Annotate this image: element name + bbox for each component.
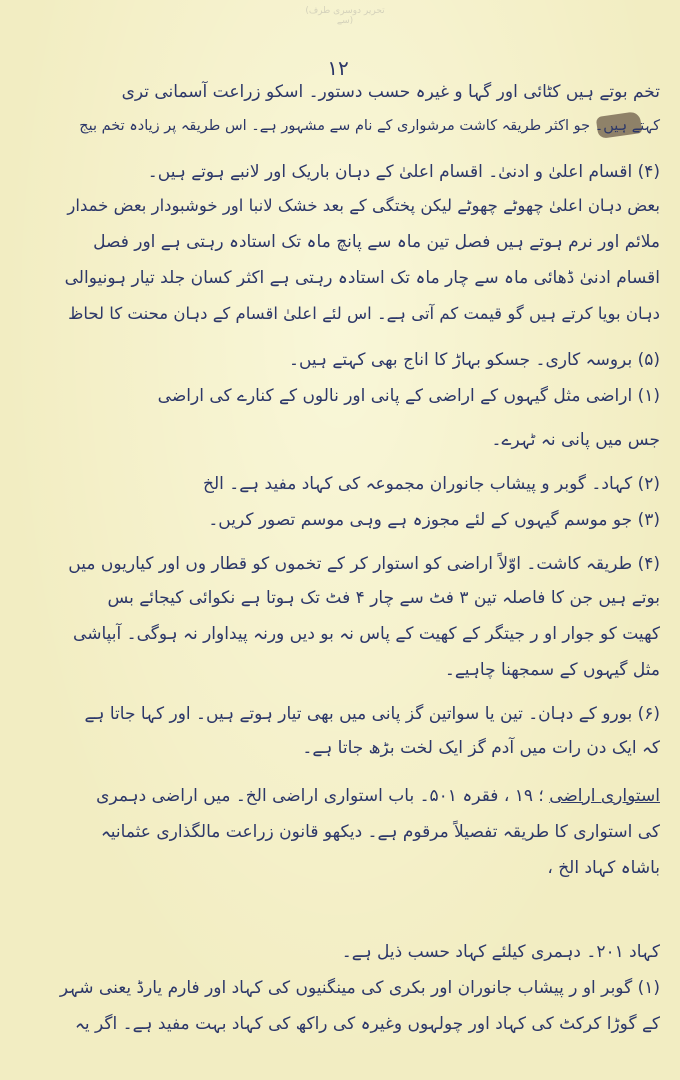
- text-line-content: (۴) اقسام اعلیٰ و ادنیٰ۔ اقسام اعلیٰ کے دہان باریک اور لانبے ہوتے ہیں۔: [147, 162, 660, 182]
- text-line-content: ؛ ۱۹ ، فقرہ ۵۰۱۔ باب استواری اراضی الخ۔ میں اراضی دہمری: [96, 786, 550, 806]
- text-line-content: اقسام ادنیٰ ڈھائی ماہ سے چار ماہ تک استادہ رہتی ہے اکثر کسان جلد تیار ہونیوالی: [64, 268, 660, 288]
- section-label: استواری اراضی: [549, 786, 660, 806]
- text-line-content: (۳) جو موسم گیہوں کے لئے مجوزہ ہے وہی موسم تصور کریں۔: [208, 510, 660, 530]
- text-line-content: (۲) کہاد۔ گوبر و پیشاب جانوران مجموعہ کی کہاد مفید ہے۔ الخ: [202, 474, 660, 494]
- page-number: ۱۲: [327, 56, 349, 80]
- text-line-content: (۱) اراضی مثل گیہوں کے اراضی کے پانی اور نالوں کے کنارے کی اراضی: [157, 386, 660, 406]
- text-line-l21: [547, 856, 660, 880]
- text-line-l7: [68, 302, 660, 326]
- text-line-content: (۴) طریقہ کاشت۔ اوّلاً اراضی کو استوار کر کے تخموں کو قطار وں اور کیاریوں میں: [68, 554, 660, 574]
- text-line-l2: [79, 114, 660, 138]
- text-line-l23: [60, 976, 660, 1000]
- text-line-content: بعض دہان اعلیٰ چھوٹے چھوٹے لیکن پختگی کے بعد خشک لانبا اور خوشبودار بعض خمدار: [67, 196, 660, 215]
- text-line-content: کھیت کو جوار او ر جیتگر کے کھیت کے پاس نہ بو دیں ورنہ پیداوار نہ ہوگی۔ آبپاشی: [73, 624, 660, 644]
- text-line-l3: [148, 160, 660, 184]
- text-line-l10: [492, 428, 660, 452]
- text-line-content: مثل گیہوں کے سمجھنا چاہیے۔: [444, 660, 660, 680]
- text-line-content: بوتے ہیں جن کا فاصلہ تین ۳ فٹ سے چار ۴ فٹ تک ہوتا ہے نکوائی کیجائے بس: [107, 588, 660, 608]
- text-line-l12: [208, 508, 660, 532]
- text-line-l16: [445, 658, 660, 682]
- text-line-content: باشاہ کہاد الخ ،: [547, 858, 660, 878]
- text-line-l13: [68, 552, 660, 576]
- text-line-content: کہتے ہیں۔ جو اکثر طریقہ کاشت مرشواری کے نام سے مشہور ہے۔ اس طریقہ پر زیادہ تخم بیج: [79, 118, 660, 134]
- text-line-content: (۱) گوبر او ر پیشاب جانوران اور بکری کی مینگنیوں کی کہاد اور فارم یارڈ یعنی شہر: [59, 978, 660, 998]
- text-line-l14: [107, 586, 660, 610]
- text-line-l22: [342, 940, 660, 964]
- text-line-l19: [96, 784, 660, 808]
- text-line-content: کہ ایک دن رات میں آدم گز ایک لخت بڑھ جاتا ہے۔: [302, 738, 660, 758]
- text-line-l6: [65, 266, 660, 290]
- text-line-content: ملائم اور نرم ہوتے ہیں فصل تین ماہ سے پانچ ماہ تک استادہ رہتی ہے اور فصل: [93, 232, 660, 252]
- text-line-content: دہان بویا کرتے ہیں گو قیمت کم آتی ہے۔ اس لئے اعلیٰ اقسام کے دہان محنت کا لحاظ: [68, 304, 660, 323]
- text-line-l18: [302, 736, 660, 760]
- text-line-content: کہاد ۲۰۱۔ دہمری کیلئے کہاد حسب ذیل ہے۔: [341, 942, 660, 962]
- text-line-l20: [101, 820, 660, 844]
- text-line-content: تخم بوتے ہیں کٹائی اور گہا و غیرہ حسب دستور۔ اسکو زراعت آسمانی تری: [121, 82, 660, 102]
- text-line-l8: [289, 348, 660, 372]
- text-line-l17: [85, 702, 660, 726]
- text-line-content: (۵) بروسہ کاری۔ جسکو بہاڑ کا اناج بھی کہتے ہیں۔: [288, 350, 660, 370]
- text-line-l1: [122, 80, 660, 104]
- text-line-l15: [73, 622, 660, 646]
- text-line-l4: [67, 194, 660, 218]
- text-line-l9: [158, 384, 660, 408]
- text-line-content: جس میں پانی نہ ٹہرے۔: [491, 430, 660, 450]
- text-line-l5: [93, 230, 660, 254]
- text-line-l11: [203, 472, 660, 496]
- bleed-through-text: (تحریر دوسری طرف سے): [305, 6, 385, 26]
- text-line-content: کے گوڑا کرکٹ کی کہاد اور چولہوں وغیرہ کی راکھ کی کہاد بہت مفید ہے۔ اگر یہ: [74, 1014, 660, 1034]
- text-line-content: کی استواری کا طریقہ تفصیلاً مرقوم ہے۔ دیکھو قانون زراعت مالگذاری عثمانیہ: [100, 822, 660, 842]
- text-line-l24: [75, 1012, 660, 1036]
- text-line-content: (۶) بورو کے دہان۔ تین یا سواتین گز پانی میں بھی تیار ہوتے ہیں۔ اور کہا جاتا ہے: [84, 704, 660, 724]
